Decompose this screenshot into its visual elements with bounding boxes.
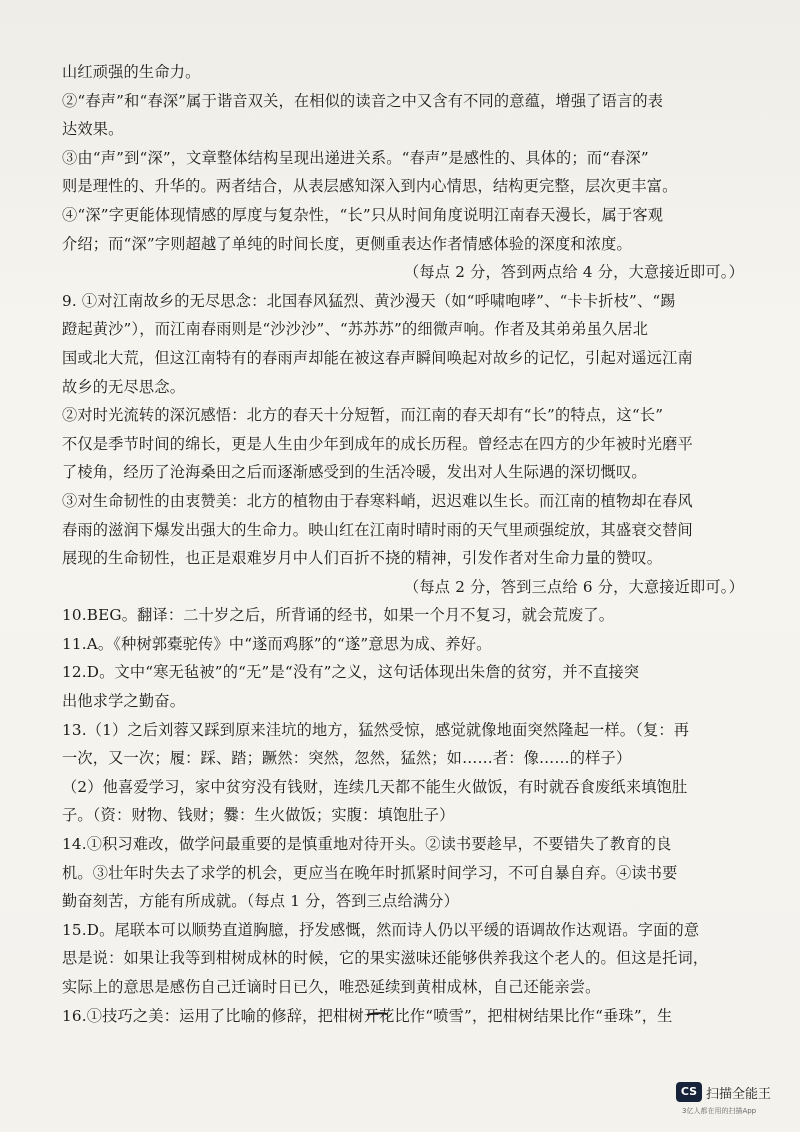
text-line: 15.D。尾联本可以顺势直道胸臆，抒发感慨，然而诗人仍以平缓的语调故作达观语。字面的意 (62, 920, 700, 939)
pen-mark (366, 1012, 388, 1016)
text-line: 11.A。《种树郭橐驼传》中“遂而鸡豚”的“遂”意思为成、养好。 (62, 634, 492, 653)
scanner-tagline: 3亿人都在用的扫描App (682, 1107, 757, 1115)
text-line: 14.①积习难改，做学问最重要的是慎重地对待开头。②读书要趁早，不要错失了教育的良 (62, 835, 672, 854)
text-line: 山红顽强的生命力。 (62, 63, 201, 81)
text-line: 不仅是季节时间的绵长，更是人生由少年到成年的成长历程。曾经志在四方的少年被时光磨平 (62, 434, 693, 453)
text-line: ④“深”字更能体现情感的厚度与复杂性，“长”只从时间角度说明江南春天漫长，属于客观 (62, 205, 664, 224)
text-line: 了棱角，经历了沧海桑田之后而逐渐感受到的生活冷暖，发出对人生际遇的深切慨叹。 (62, 463, 647, 482)
text-line: 介绍；而“深”字则超越了单纯的时间长度，更侧重表达作者情感体验的深度和浓度。 (62, 234, 632, 253)
text-line: 达效果。 (62, 120, 124, 139)
text-line: ②“春声”和“春深”属于谐音双关，在相似的读音之中又含有不同的意蕴，增强了语言的表 (62, 91, 664, 110)
text-line: 春雨的滋润下爆发出强大的生命力。映山红在江南时晴时雨的天气里顽强绽放，其盛衰交替间 (62, 520, 693, 539)
text-line: ③由“声”到“深”，文章整体结构呈现出递进关系。“春声”是感性的、具体的；而“春深” (62, 148, 649, 167)
camscanner-logo-icon: CS (676, 1082, 702, 1102)
text-line: ③对生命韧性的由衷赞美：北方的植物由于春寒料峭，迟迟难以生长。而江南的植物却在春风 (62, 491, 693, 510)
text-line: 国或北大荒，但这江南特有的春雨声却能在被这春声瞬间唤起对故乡的记忆，引起对遥远江南 (62, 348, 693, 367)
text-line: ②对时光流转的深沉感悟：北方的春天十分短暂，而江南的春天却有“长”的特点，这“长” (62, 406, 664, 425)
scoring-note: （每点 2 分，答到两点给 4 分，大意接近即可。） (404, 263, 744, 282)
scanner-watermark (676, 1082, 786, 1122)
answer-text (62, 58, 752, 1030)
text-line: 思是说：如果让我等到柑树成林的时候，它的果实滋味还能够供养我这个老人的。但这是托词， (62, 949, 709, 968)
scanner-app-name: 扫描全能王 (706, 1087, 772, 1102)
text-line: 16.①技巧之美：运用了比喻的修辞，把柑树开花比作“喷雪”，把柑树结果比作“垂珠”，生 (62, 1006, 673, 1025)
text-line: 10.BEG。翻译：二十岁之后，所背诵的经书，如果一个月不复习，就会荒废了。 (62, 606, 615, 625)
text-line: 9. ①对江南故乡的无尽思念：北国春风猛烈、黄沙漫天（如“呼啸咆哮”、“卡卡折枝”、“踢 (62, 291, 676, 310)
text-line: （2）他喜爱学习，家中贫穷没有钱财，连续几天都不能生火做饭，有时就吞食废纸来填饱肚 (62, 777, 688, 796)
scoring-note: （每点 2 分，答到三点给 6 分，大意接近即可。） (404, 577, 744, 596)
text-line: 12.D。文中“寒无毡被”的“无”是“没有”之义，这句话体现出朱詹的贫穷，并不直接突 (62, 663, 640, 682)
text-line: 13.（1）之后刘蓉又踩到原来洼坑的地方，猛然受惊，感觉就像地面突然隆起一样。（复：再 (62, 720, 690, 739)
text-line: 一次，又一次；履：踩、踏；蹶然：突然，忽然，猛然；如……者：像……的样子） (62, 749, 632, 768)
text-line: 机。③壮年时失去了求学的机会，更应当在晚年时抓紧时间学习，不可自暴自弃。④读书要 (62, 863, 678, 882)
text-line: 子。（资：财物、钱财；爨：生火做饭；实腹：填饱肚子） (62, 806, 455, 825)
text-line: 蹬起黄沙”），而江南春雨则是“沙沙沙”、“苏苏苏”的细微声响。作者及其弟弟虽久居北 (62, 320, 649, 339)
text-line: 则是理性的、升华的。两者结合，从表层感知深入到内心情思，结构更完整，层次更丰富。 (62, 177, 678, 196)
text-line: 实际上的意思是感伤自己迁谪时日已久，唯恐延续到黄柑成林，自己还能亲尝。 (62, 978, 601, 996)
text-line: 展现的生命韧性，也正是艰难岁月中人们百折不挠的精神，引发作者对生命力量的赞叹。 (62, 549, 663, 568)
text-line: 出他求学之勤奋。 (62, 692, 186, 711)
text-line: 故乡的无尽思念。 (62, 377, 186, 396)
text-line: 勤奋刻苦，方能有所成就。（每点 1 分，答到三点给满分） (62, 892, 460, 911)
